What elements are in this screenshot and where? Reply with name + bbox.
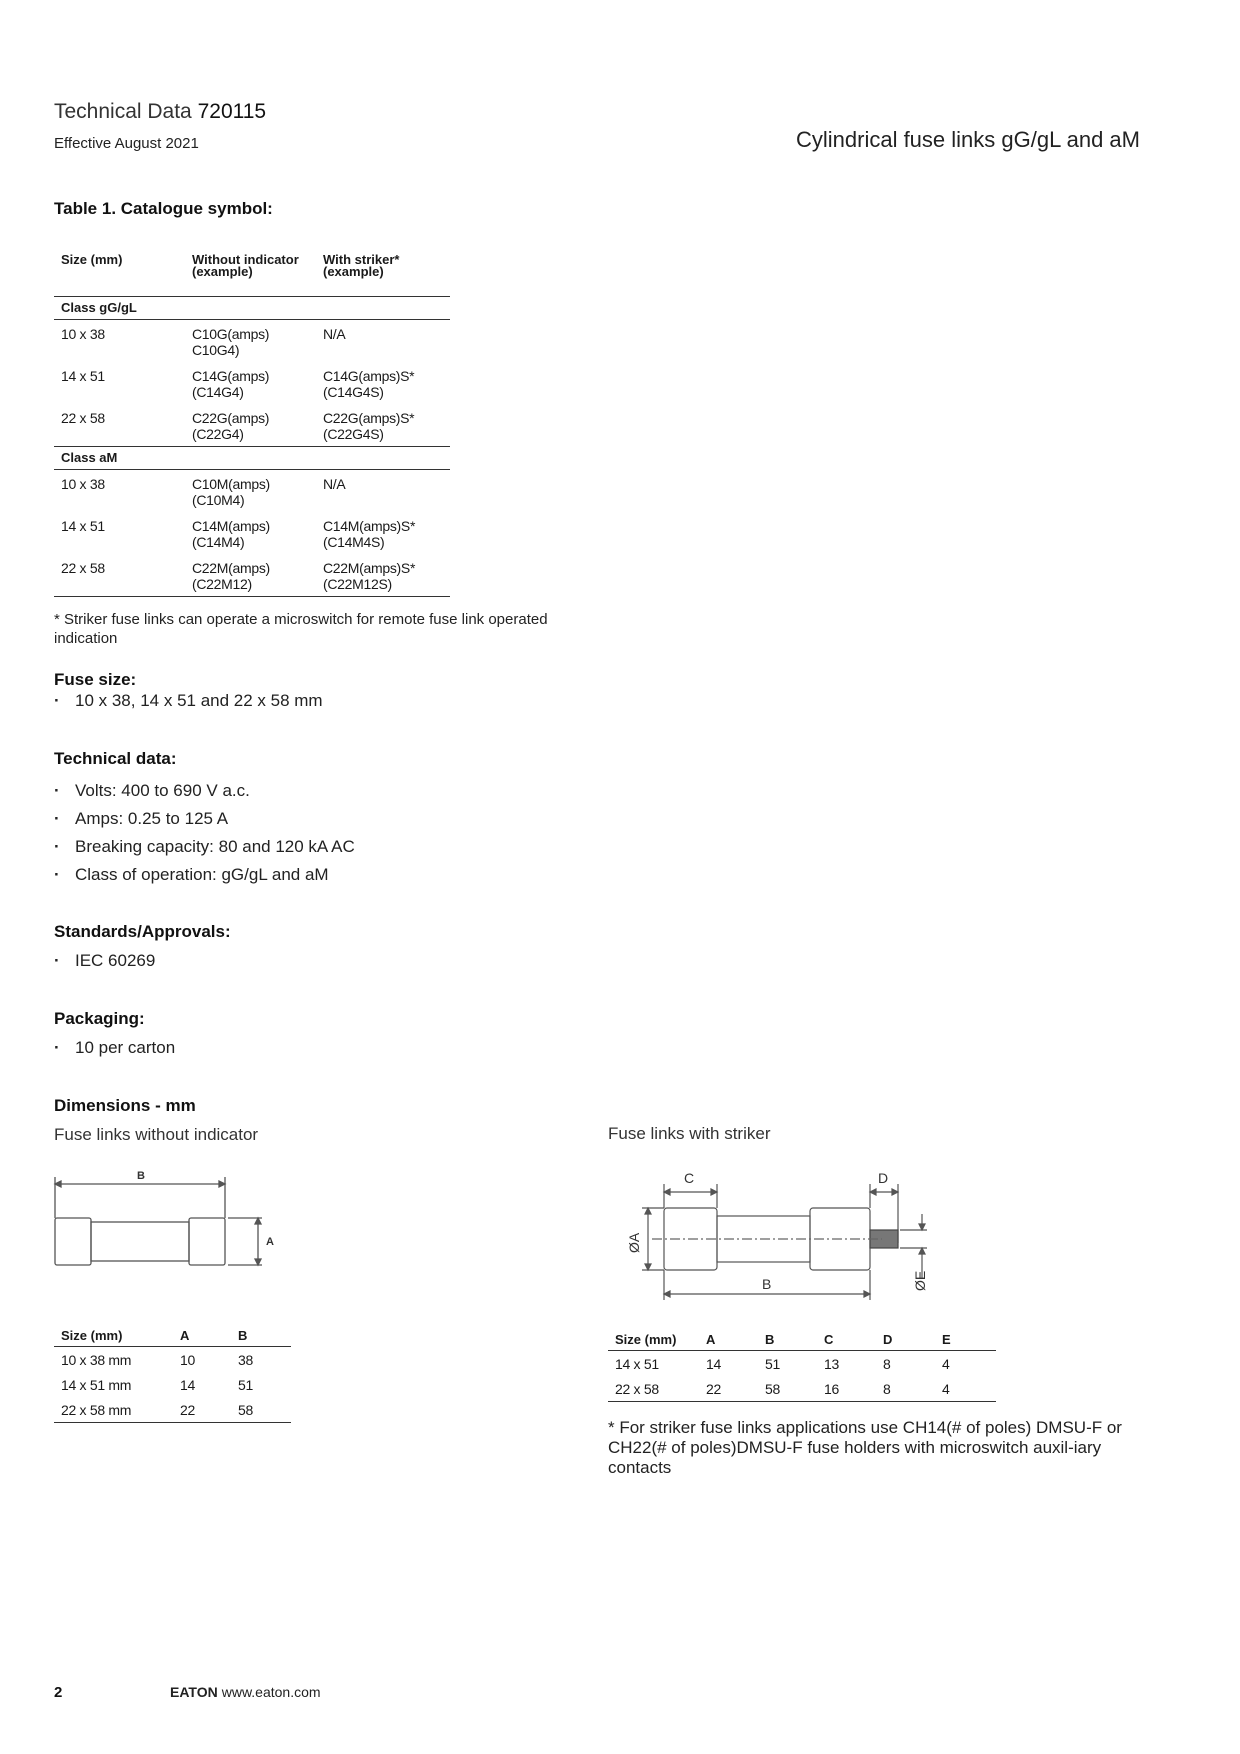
list-item: · Amps: 0.25 to 125 A xyxy=(54,805,355,833)
label-e: ØE xyxy=(912,1270,928,1291)
label-c: C xyxy=(684,1170,695,1186)
col-header-b: B xyxy=(758,1330,817,1351)
label-d: D xyxy=(878,1170,889,1186)
cell-with-striker: C22M(amps)S* (C22M12S) xyxy=(316,554,450,597)
cell-c: 16 xyxy=(817,1376,876,1402)
fuse-size-heading: Fuse size: xyxy=(54,670,137,689)
cell-with-striker: N/A xyxy=(323,476,346,492)
col-header-c: C xyxy=(817,1330,876,1351)
standards-heading: Standards/Approvals: xyxy=(54,922,231,941)
brand-name: EATON xyxy=(170,1684,218,1700)
table-row xyxy=(54,470,450,513)
document-title xyxy=(54,100,266,124)
cell-size: 14 x 51 xyxy=(61,518,105,534)
cell-without-indicator: C14G(amps) (C14G4) xyxy=(192,368,270,400)
fuse-with-striker-drawing xyxy=(622,1158,942,1308)
table-row xyxy=(54,512,450,554)
col-header-size: Size (mm) xyxy=(608,1330,699,1351)
class-label: Class aM xyxy=(54,447,450,470)
cell-b: 51 xyxy=(238,1377,253,1393)
cell-without-indicator: C10M(amps) (C10M4) xyxy=(192,476,270,508)
list-item: · Volts: 400 to 690 V a.c. xyxy=(54,777,355,805)
cell-a: 14 xyxy=(706,1356,721,1372)
striker-footnote: * Striker fuse links can operate a microswitch for remote fuse link operated indication xyxy=(54,611,548,647)
col-header-a: A xyxy=(173,1326,231,1347)
col-header-with-striker: With striker* (example) xyxy=(316,254,450,297)
label-b: B xyxy=(137,1170,145,1182)
catalogue-table xyxy=(54,254,450,597)
packaging-list xyxy=(54,1038,175,1058)
doc-number: 720115 xyxy=(197,100,267,123)
col-header-size: Size (mm) xyxy=(54,254,185,297)
table-row xyxy=(54,554,450,597)
fuse-size-list xyxy=(54,691,323,711)
cell-with-striker: C22G(amps)S* (C22G4S) xyxy=(316,404,450,447)
class-row-gg xyxy=(54,297,450,320)
cell-size: 22 x 58 xyxy=(54,404,185,447)
doc-label: Technical Data xyxy=(54,100,192,123)
cell-c: 13 xyxy=(824,1356,839,1372)
cell-d: 8 xyxy=(883,1356,891,1372)
cell-with-striker: C14G(amps)S* (C14G4S) xyxy=(323,368,415,400)
catalogue-table-title: Table 1. Catalogue symbol: xyxy=(54,199,273,218)
cell-d: 8 xyxy=(876,1376,935,1402)
list-item: · IEC 60269 xyxy=(54,951,155,971)
product-title: Cylindrical fuse links gG/gL and aM xyxy=(795,127,1140,152)
table-row xyxy=(608,1376,996,1402)
website-link[interactable]: www.eaton.com xyxy=(221,1684,321,1700)
dimensions-table-with-striker xyxy=(608,1330,996,1402)
effective-date: Effective August 2021 xyxy=(54,135,199,152)
cell-without-indicator: C14M(amps) (C14M4) xyxy=(192,518,270,550)
col-header-e: E xyxy=(935,1330,996,1351)
cell-size: 10 x 38 mm xyxy=(61,1352,132,1368)
cell-b: 58 xyxy=(758,1376,817,1402)
cell-size: 14 x 51 mm xyxy=(61,1377,132,1393)
end-cap-right xyxy=(189,1218,225,1265)
table-row xyxy=(54,404,450,447)
cell-a: 10 xyxy=(180,1352,195,1368)
col-header-a: A xyxy=(699,1330,758,1351)
cell-size: 22 x 58 xyxy=(608,1376,699,1402)
list-item: · 10 x 38, 14 x 51 and 22 x 58 mm xyxy=(54,691,323,711)
standards-list xyxy=(54,951,155,971)
col-header-size: Size (mm) xyxy=(54,1326,173,1347)
table-row xyxy=(54,320,450,363)
cell-without-indicator: C22M(amps) (C22M12) xyxy=(185,554,316,597)
cell-b: 58 xyxy=(231,1397,291,1423)
cell-a: 22 xyxy=(699,1376,758,1402)
holder-footnote: * For striker fuse links applications use CH14(# of poles) DMSU-F or CH22(# of poles)DMSU-F fuse holders with microswitch auxil-iary contacts xyxy=(608,1418,1122,1477)
table-row xyxy=(608,1351,996,1377)
dimensions-heading: Dimensions - mm xyxy=(54,1096,196,1115)
page-number: 2 xyxy=(54,1684,63,1701)
table-row xyxy=(54,1372,291,1397)
caption-without-indicator: Fuse links without indicator xyxy=(54,1125,259,1144)
dimensions-table-without-indicator xyxy=(54,1326,291,1423)
fuse-body xyxy=(91,1222,189,1261)
cell-size: 10 x 38 xyxy=(61,326,105,342)
cell-a: 22 xyxy=(173,1397,231,1423)
table-row xyxy=(54,1397,291,1423)
cell-size: 22 x 58 xyxy=(54,554,185,597)
technical-data-list xyxy=(54,777,355,889)
label-a: ØA xyxy=(626,1232,642,1253)
table-row xyxy=(54,362,450,404)
cell-e: 4 xyxy=(942,1356,950,1372)
col-header-b: B xyxy=(231,1326,291,1347)
label-a: A xyxy=(266,1236,274,1248)
caption-with-striker: Fuse links with striker xyxy=(608,1124,771,1143)
cell-size: 22 x 58 mm xyxy=(54,1397,173,1423)
cell-e: 4 xyxy=(935,1376,996,1402)
fuse-without-indicator-drawing xyxy=(50,1162,290,1272)
class-label: Class gG/gL xyxy=(54,297,450,320)
cell-with-striker: C14M(amps)S* (C14M4S) xyxy=(323,518,416,550)
cell-without-indicator: C10G(amps) C10G4) xyxy=(192,326,270,358)
cell-size: 14 x 51 xyxy=(61,368,105,384)
cell-size: 10 x 38 xyxy=(61,476,105,492)
col-header-without-indicator: Without indicator (example) xyxy=(185,254,316,297)
list-item: · 10 per carton xyxy=(54,1038,175,1058)
packaging-heading: Packaging: xyxy=(54,1009,145,1028)
class-row-am xyxy=(54,447,450,470)
cell-without-indicator: C22G(amps) (C22G4) xyxy=(185,404,316,447)
footer-brand xyxy=(170,1684,321,1700)
list-item: · Class of operation: gG/gL and aM xyxy=(54,861,355,889)
col-header-d: D xyxy=(876,1330,935,1351)
label-b: B xyxy=(762,1276,772,1292)
cell-a: 14 xyxy=(180,1377,195,1393)
cell-b: 38 xyxy=(238,1352,253,1368)
list-item: · Breaking capacity: 80 and 120 kA AC xyxy=(54,833,355,861)
cell-with-striker: N/A xyxy=(323,326,346,342)
end-cap-left xyxy=(55,1218,91,1265)
cell-size: 14 x 51 xyxy=(615,1356,659,1372)
technical-data-heading: Technical data: xyxy=(54,749,177,768)
table-row xyxy=(54,1347,291,1373)
cell-b: 51 xyxy=(765,1356,780,1372)
